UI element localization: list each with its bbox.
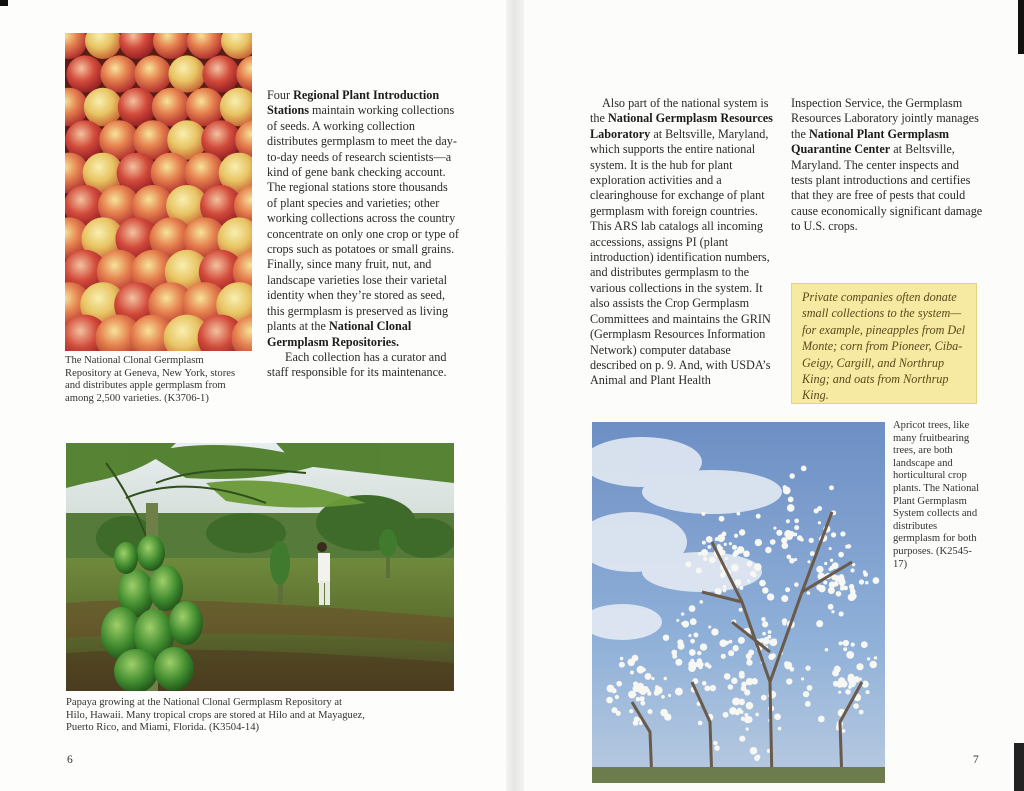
blossom-dot [768,630,772,634]
blossom-dot [817,506,822,511]
blossom-dot [747,579,750,582]
blossom-dot [647,691,651,695]
blossom-dot [843,586,848,591]
blossom-dot [737,546,744,553]
blossom-dot [801,677,804,680]
blossom-dot [724,543,727,546]
apple-shape [100,55,137,92]
col1-text-a: Also part of the national system is the [590,96,769,126]
blossom-dot [620,657,623,660]
blossom-dot [739,608,743,612]
blossom-dot [767,593,774,600]
blossom-dot [861,641,868,648]
blossom-dot [800,538,804,542]
blossom-dot [873,577,880,584]
blossom-dot [701,512,705,516]
blossom-dot [746,702,754,710]
blossom-dot [761,617,765,621]
blossom-dot [731,678,737,684]
blossom-dot [632,693,636,697]
apricot-trees-photo [592,422,885,783]
blossom-dot [816,566,823,573]
blossom-dot [770,539,776,545]
blossom-dot [807,560,810,563]
blossom-dot [805,701,811,707]
blossom-dot [807,591,811,595]
blossom-dot [824,562,827,565]
blossom-dot [794,558,797,561]
blossom-dot [731,564,739,572]
blossom-dot [829,581,836,588]
blossom-dot [732,545,737,550]
blossom-dot [803,691,809,697]
blossom-dot [654,690,660,696]
blossom-dot [702,541,706,545]
blossom-dot [794,518,799,523]
blossom-dot [762,632,766,636]
blossom-dot [713,741,717,745]
blossom-dot [629,709,633,713]
blossom-dot [782,542,789,549]
blossom-dot [672,654,677,659]
blossom-dot [721,654,726,659]
quarantine-center-term: National Plant Germplasm Quarantine Center [791,126,950,157]
blossom-dot [836,591,842,597]
blossom-dot [831,610,834,613]
blossom-dot [790,532,793,535]
blossom-dot [700,643,707,650]
blossom-dot [639,696,644,701]
scan-edge-mark [1018,0,1024,54]
blossom-dot [865,581,868,584]
blossom-dot [719,516,725,522]
blossom-dot [816,620,823,627]
blossom-dot [831,532,836,537]
blossom-dot [709,556,716,563]
blossom-dot [838,552,844,558]
blossom-dot [738,637,745,644]
blossom-dot [850,568,854,572]
page-number-left: 6 [67,754,73,766]
blossom-dot [744,716,751,723]
para1-text-a: Four [267,88,294,102]
blossom-dot [774,713,781,720]
blossom-dot [778,727,782,731]
blossom-dot [756,514,761,519]
blossom-dot [845,545,849,549]
blossom-dot [845,689,851,695]
blossom-dot [829,547,832,550]
blossom-dot [850,591,854,595]
blossom-dot [675,659,682,666]
blossom-dot [661,695,665,699]
blossom-dot [829,485,834,490]
blossom-dot [760,638,765,643]
blossom-dot [739,529,745,535]
blossom-dot [676,619,679,622]
blossom-dot [690,618,697,625]
blossom-dot [735,579,741,585]
regional-stations-term: Regional Plant Introduction Stations [267,88,440,118]
blossom-dot [843,647,847,651]
blossom-dot [707,665,710,668]
papaya-caption: Papaya growing at the National Clonal Germplasm Repository at Hilo, Hawaii. Many tropical crops are stored at Hilo and at Mayaguez, Puerto Rico, and Miami, Florida. (K3504-14) [66,697,365,734]
blossom-dot [735,710,740,715]
blossom-dot [832,670,839,677]
blossom-dot [823,580,827,584]
blossom-dot [773,527,776,530]
apple-shape [66,55,103,92]
blossom-dot [729,640,733,644]
blossom-dot [706,536,713,543]
blossom-dot [616,681,622,687]
blossom-dot [698,721,703,726]
blossom-dot [741,717,745,721]
blossom-dot [859,579,864,584]
blossom-dot [711,628,718,635]
blossom-dot [870,661,877,668]
blossom-dot [782,618,788,624]
apple-shape [134,55,171,92]
blossom-dot [734,534,738,538]
blossom-dot [723,589,727,593]
blossom-dot [697,651,701,655]
blossom-dot [689,605,696,612]
blossom-dot [738,699,745,706]
blossom-dot [794,582,799,587]
blossom-dot [768,654,774,660]
page-number-right: 7 [973,754,979,766]
private-companies-callout: Private companies often donate small collections to the system—for example, pineapples from Del Monte; corn from Pioneer, Ciba-Geigy, Cargill, and Northrup King; and oats from Northrup King. [791,283,977,404]
blossom-dot [761,695,767,701]
blossom-dot [867,657,870,660]
blossom-dot [704,685,710,691]
apricot-caption: Apricot trees, like many fruitbearing trees, are both landscape and horticultural crop plants. The National Plant Germplasm System collects and distributes germplasm for both purposes. (K2545-17) [893,420,980,570]
blossom-dot [848,685,852,689]
blossom-dot [832,562,839,569]
blossom-dot [833,681,839,687]
blossom-dot [787,555,792,560]
blossom-dot [634,716,640,722]
blossom-dot [648,709,653,714]
blossom-dot [862,681,869,688]
blossom-dot [752,573,756,577]
blossom-dot [723,712,729,718]
blossom-dot [619,662,625,668]
blossom-dot [765,547,772,554]
blossom-dot [849,584,854,589]
blossom-dot [694,633,699,638]
quarantine-paragraph [791,96,983,235]
blossom-dot [729,542,732,545]
blossom-dot [710,685,717,692]
blossom-dot [845,640,849,644]
blossom-dot [828,604,834,610]
blossom-dot [754,755,760,761]
blossom-dot [851,643,855,647]
blossom-dot [690,639,695,644]
blossom-dot [739,671,745,677]
blossom-dot [770,638,778,646]
blossom-dot [606,697,613,704]
blossom-dot [633,681,638,686]
blossom-dot [644,673,651,680]
col1-text-b: at Beltsville, Maryland, which supports the entire national system. It is the hub for plant exploration activities and a clearinghouse for exchange of plant germplasm with foreign countries. This ARS lab catalogs all incoming accessions, assigns PI (plant introduction) identification numbers, and distributes germplasm to the various collections in the system. It also assists the Crop Germplasm Committees and maintains the GRIN (Germplasm Resources Information Network) computer database described on p. 9. And, with USDA’s Animal and Plant Health [590,126,771,388]
col2-text-a: Inspection Service, the Germplasm Resources Laboratory jointly manages the [791,96,979,141]
blossom-dot [637,666,645,674]
blossom-dot [743,550,750,557]
blossom-dot [767,635,771,639]
blossom-dot [790,667,794,671]
blossom-dot [818,521,821,524]
blossom-dot [717,534,725,542]
blossom-dot [805,665,810,670]
ngrl-term: National Germplasm Resources Laboratory [590,111,773,141]
apples-photo [65,33,252,351]
blossom-dot [783,487,791,495]
blossom-dot [696,567,702,573]
blossom-dot [830,559,833,562]
blossom-dot [750,747,758,755]
blossom-dot [788,497,794,503]
blossom-dot [786,519,790,523]
blossom-dot [685,561,691,567]
blossom-dot [627,658,635,666]
blossom-dot [699,600,703,604]
blossom-dot [723,585,727,589]
blossom-dot [785,587,790,592]
blossom-dot [746,727,749,730]
blossom-dot [859,678,862,681]
blossom-dot [842,729,846,733]
blossom-dot [664,713,671,720]
blossom-dot [755,539,762,546]
blossom-dot [781,595,788,602]
blossom-dot [611,707,617,713]
blossom-dot [787,504,795,512]
blossom-dot [678,643,685,650]
blossom-dot [725,641,729,645]
book-gutter [506,0,524,791]
blossom-dot [615,695,619,699]
blossom-dot [681,612,684,615]
blossom-dot [637,686,644,693]
blossom-dot [866,690,870,694]
papaya-photo [66,443,454,691]
blossom-dot [690,650,695,655]
blossom-dot [807,685,813,691]
blossom-dot [695,662,700,667]
blossom-dot [746,561,752,567]
regional-stations-paragraph [267,88,459,381]
blossom-dot [663,634,669,640]
blossom-dot [863,570,867,574]
blossom-dot [728,650,734,656]
blossom-dot [675,688,683,696]
blossom-dot [708,625,711,628]
blossom-dot [702,681,706,685]
blossom-dot [856,663,863,670]
blossom-dot [874,656,877,659]
blossom-dot [707,545,711,549]
blossom-dot [725,557,728,560]
clonal-repositories-term: National Clonal Germplasm Repositories. [267,319,412,349]
blossom-dot [759,580,766,587]
blossom-dot [701,549,708,556]
blossom-dot [640,701,645,706]
blossom-dot [664,677,667,680]
blossom-dot [630,670,634,674]
blossom-dot [846,651,854,659]
apple-shape [168,55,205,92]
blossom-dot [818,585,825,592]
blossom-dot [776,530,782,536]
blossom-dot [762,621,768,627]
blossom-dot [724,673,731,680]
blossom-dot [853,703,859,709]
blossom-dot [703,557,707,561]
blossom-dot [737,512,741,516]
blossom-dot [744,713,748,717]
para1-text-b: maintain working collections of seeds. A working collection distributes germplasm to meet the day-to-day needs of research scientists—a kind of gene bank checking account. The regional stations store thousands of plant species and varieties; other working collections across the country concentrate on only one crop or type of crops such as potatoes or small grains. Finally, since many fruit, nut, and landscape varieties lose their varietal identity when they’re stored as seed, this germplasm is preserved as living plants at the [267,103,459,334]
blossom-dot [739,736,745,742]
apples-caption: The National Clonal Germplasm Repository at Geneva, New York, stores and distributes apple germplasm from among 2,500 varieties. (K3706-1) [65,355,236,404]
blossom-dot [848,674,855,681]
blossom-dot [754,563,762,571]
blossom-dot [840,576,845,581]
blossom-dot [825,648,829,652]
blossom-dot [839,641,843,645]
blossom-dot [688,634,691,637]
blossom-dot [744,689,750,695]
blossom-dot [786,678,792,684]
ngrl-paragraph [590,96,778,389]
blossom-dot [681,622,684,625]
blossom-dot [728,684,734,690]
blossom-dot [839,611,844,616]
blossom-dot [818,716,825,723]
curator-paragraph: Each collection has a curator and staff responsible for its maintenance. [267,349,447,380]
blossom-dot [607,685,615,693]
blossom-dot [840,531,845,536]
blossom-dot [714,745,720,751]
col2-text-b: at Beltsville, Maryland. The center inspects and tests plant introductions and certifies that they are free of pests that could cause economically significant damage to U.S. crops. [791,142,983,234]
blossom-dot [755,713,759,717]
blossom-dot [732,645,738,651]
blossom-dot [809,538,814,543]
blossom-dot [688,664,696,672]
blossom-dot [747,657,750,660]
blossom-dot [651,677,654,680]
blossom-dot [746,678,753,685]
blossom-dot [840,680,847,687]
blossom-dot [639,722,643,726]
blossom-dot [838,691,841,694]
blossom-dot [789,473,795,479]
blossom-dot [762,587,768,593]
apple-shape [202,55,239,92]
blossom-dot [668,694,671,697]
scan-corner-mark [0,0,8,6]
scan-edge-mark-bottom [1014,743,1024,791]
blossom-dot [859,710,864,715]
blossom-dot [794,525,799,530]
blossom-dot [690,659,694,663]
blossom-dot [739,586,743,590]
blossom-dot [801,466,807,472]
